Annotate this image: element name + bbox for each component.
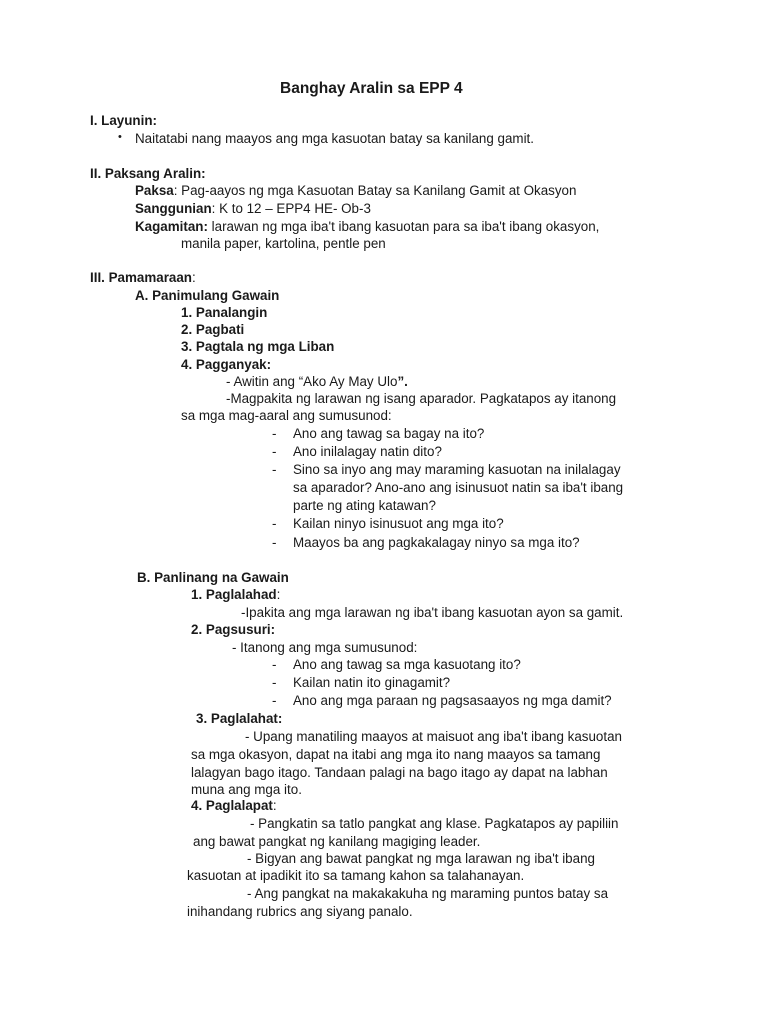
kagamitan-value: larawan ng mga iba't ibang kasuotan para sa iba't ibang okasyon, xyxy=(207,219,600,234)
awitin-line xyxy=(226,373,408,390)
sanggunian-label: Sanggunian xyxy=(135,201,212,216)
paksa-value: : Pag-aayos ng mga Kasuotan Batay sa Kanilang Gamit at Okasyon xyxy=(173,183,577,198)
paglalahad-line xyxy=(191,586,280,603)
question-3-line3: parte ng ating katawan? xyxy=(293,498,436,513)
paglalapat-line6: inihandang rubrics ang siyang panalo. xyxy=(187,904,413,919)
paglalapat-line2: ang bawat pangkat ng kanilang magiging leader. xyxy=(193,834,481,849)
dash-marker: - xyxy=(272,675,277,690)
sanggunian-value: : K to 12 – EPP4 HE- Ob-3 xyxy=(211,201,371,216)
pagsusuri-question-1: Ano ang tawag sa mga kasuotang ito? xyxy=(293,657,521,672)
paglalapat-item: 4. Paglalapat xyxy=(191,798,273,813)
paksang-aralin-heading: II. Paksang Aralin: xyxy=(90,166,206,181)
layunin-heading: I. Layunin: xyxy=(90,113,157,128)
pagsusuri-question-3: Ano ang mga paraan ng pagsasaayos ng mga damit? xyxy=(293,693,612,708)
magpakita-line1: -Magpakita ng larawan ng isang aparador. Pagkatapos ay itanong xyxy=(226,391,617,406)
dash-marker: - xyxy=(272,535,277,550)
bullet-icon: • xyxy=(118,131,122,143)
paglalahat-line4: muna ang mga ito. xyxy=(191,782,302,797)
question-5: Maayos ba ang pagkakalagay ninyo sa mga ito? xyxy=(293,535,580,550)
pamamaraan-heading-line xyxy=(90,269,196,286)
paglalapat-line5: - Ang pangkat na makakakuha ng maraming puntos batay sa xyxy=(247,886,609,901)
panalangin-item: 1. Panalangin xyxy=(181,305,268,320)
dash-marker: - xyxy=(272,462,277,477)
pagsusuri-question-2: Kailan natin ito ginagamit? xyxy=(293,675,451,690)
paglalapat-line xyxy=(191,797,277,814)
dash-marker: - xyxy=(272,657,277,672)
question-3-line2: sa aparador? Ano-ano ang isinusuot natin sa iba't ibang xyxy=(293,480,624,495)
kagamitan-label: Kagamitan: xyxy=(135,219,208,234)
dash-marker: - xyxy=(272,426,277,441)
awitin-end: ”. xyxy=(397,374,408,389)
pagsusuri-text: - Itanong ang mga sumusunod: xyxy=(232,640,418,655)
paglalahat-line2: sa mga okasyon, dapat na itabi ang mga ito nang maayos sa tamang xyxy=(191,747,601,762)
paglalahad-text: -Ipakita ang mga larawan ng iba't ibang kasuotan ayon sa gamit. xyxy=(241,605,624,620)
question-1: Ano ang tawag sa bagay na ito? xyxy=(293,426,485,441)
paglalahad-item: 1. Paglalahad xyxy=(191,587,277,602)
paglalahad-colon: : xyxy=(276,587,281,602)
question-3-line1: Sino sa inyo ang may maraming kasuotan na inilalagay xyxy=(293,462,621,477)
panlinang-gawain-heading: B. Panlinang na Gawain xyxy=(137,570,289,585)
kagamitan-line xyxy=(135,218,599,235)
paglalapat-line3: - Bigyan ang bawat pangkat ng mga larawan ng iba't ibang xyxy=(247,851,595,866)
panimulang-gawain-heading: A. Panimulang Gawain xyxy=(135,288,280,303)
paksa-label: Paksa xyxy=(135,183,174,198)
dash-marker: - xyxy=(272,693,277,708)
paglalahat-line1: - Upang manatiling maayos at maisuot ang iba't ibang kasuotan xyxy=(245,729,622,744)
sanggunian-line xyxy=(135,200,371,217)
magpakita-line2: sa mga mag-aaral ang sumusunod: xyxy=(181,408,392,423)
paglalapat-colon: : xyxy=(272,798,277,813)
document-title: Banghay Aralin sa EPP 4 xyxy=(280,80,463,97)
pagbati-item: 2. Pagbati xyxy=(181,322,245,337)
paglalapat-line4: kasuotan at ipadikit ito sa tamang kahon sa talahanayan. xyxy=(187,868,525,883)
paksa-line xyxy=(135,182,576,199)
question-2: Ano inilalagay natin dito? xyxy=(293,444,442,459)
paglalapat-line1: - Pangkatin sa tatlo pangkat ang klase. Pagkatapos ay papiliin xyxy=(250,816,619,831)
paglalahat-line3: lalagyan bago itago. Tandaan palagi na bago itago ay dapat na labhan xyxy=(191,765,608,780)
pagtala-item: 3. Pagtala ng mga Liban xyxy=(181,339,335,354)
pagganyak-item: 4. Pagganyak: xyxy=(181,357,272,372)
layunin-item: Naitatabi nang maayos ang mga kasuotan batay sa kanilang gamit. xyxy=(135,131,534,146)
kagamitan-continuation: manila paper, kartolina, pentle pen xyxy=(181,236,386,251)
dash-marker: - xyxy=(272,444,277,459)
pamamaraan-heading: III. Pamamaraan xyxy=(90,270,192,285)
question-4: Kailan ninyo isinusuot ang mga ito? xyxy=(293,516,504,531)
paglalahat-item: 3. Paglalahat: xyxy=(196,711,283,726)
pagsusuri-item: 2. Pagsusuri: xyxy=(191,622,276,637)
awitin-text: - Awitin ang “Ako Ay May Ulo xyxy=(226,374,398,389)
pamamaraan-colon: : xyxy=(191,270,196,285)
dash-marker: - xyxy=(272,516,277,531)
